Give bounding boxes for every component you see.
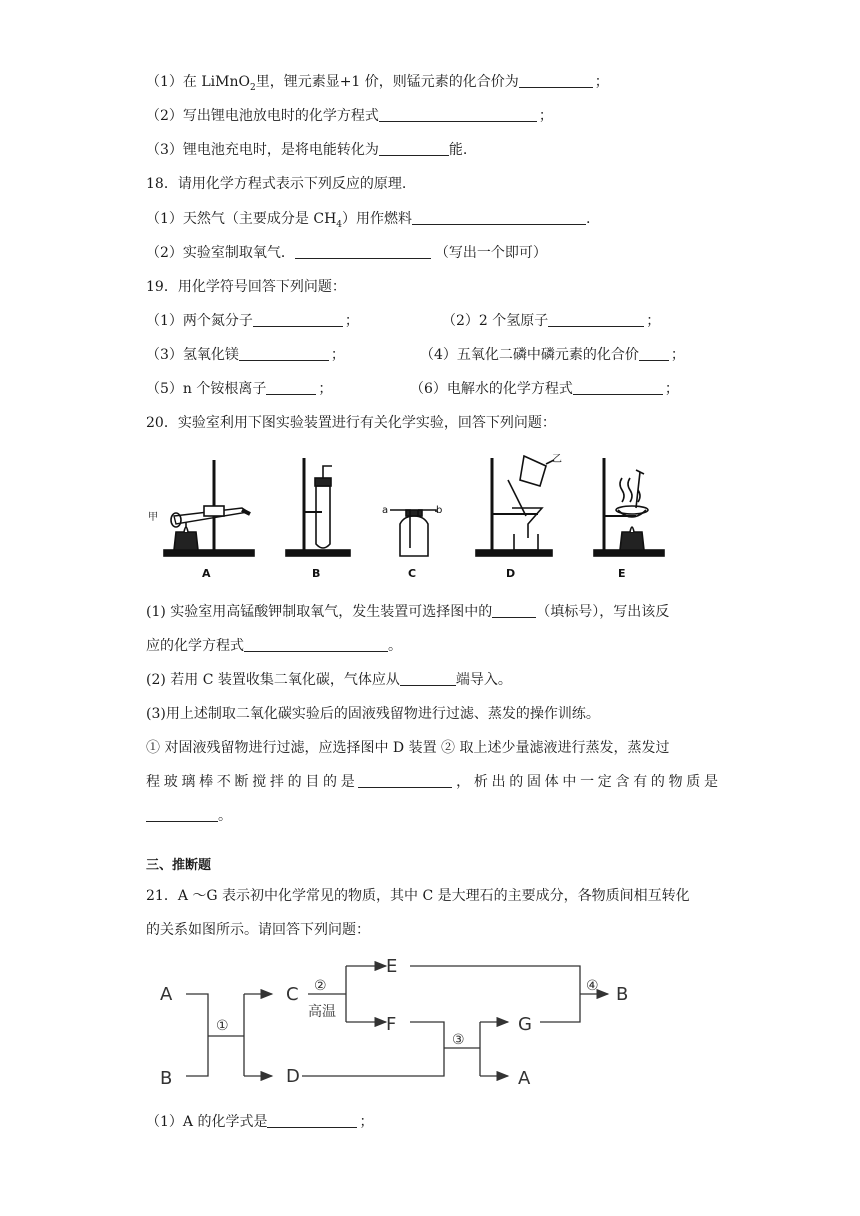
text: (1) 实验室用高锰酸钾制取氧气，发生装置可选择图中的 xyxy=(146,604,493,620)
label-c: C xyxy=(408,567,417,580)
text: ； xyxy=(330,347,345,363)
q19-item3 xyxy=(146,345,345,365)
q20-part3: (3)用上述制取二氧化碳实验后的固液残留物进行过滤、蒸发的操作训练。 xyxy=(146,706,600,722)
condition-label: 高温 xyxy=(308,1004,336,1020)
section-title: 三、推断题 xyxy=(146,858,212,873)
reaction-2-label: ② xyxy=(314,978,327,994)
answer-blank[interactable] xyxy=(239,346,329,361)
text: . xyxy=(586,211,591,227)
q20-part5 xyxy=(146,772,718,792)
text: ； xyxy=(664,381,679,397)
text: ，析出的固体中一定含有的物质是 xyxy=(452,774,719,790)
answer-blank[interactable] xyxy=(267,1113,357,1128)
text: ； xyxy=(594,74,609,90)
q19-item6 xyxy=(410,379,679,399)
text: （6）电解水的化学方程式 xyxy=(410,381,573,397)
reaction-4-label: ④ xyxy=(586,978,599,994)
text: （1）在 LiMnO xyxy=(146,74,250,90)
subscript: 4 xyxy=(336,219,343,230)
text: 应的化学方程式 xyxy=(146,638,244,654)
text: （1）天然气（主要成分是 CH xyxy=(146,211,337,227)
text: 程玻璃棒不断搅拌的目的是 xyxy=(146,774,359,790)
text: 里，锂元素显+1 价，则锰元素的化合价为 xyxy=(255,74,519,90)
q17-part1 xyxy=(146,72,609,98)
answer-blank[interactable] xyxy=(146,807,218,822)
label-port-b: b xyxy=(436,505,443,516)
node-c: C xyxy=(286,984,299,1005)
text: （1）两个氮分子 xyxy=(146,313,253,329)
text: （2）写出锂电池放电时的化学方程式 xyxy=(146,108,379,124)
label-a: A xyxy=(202,567,211,580)
text: ； xyxy=(344,313,359,329)
node-e: E xyxy=(386,956,398,977)
text: ； xyxy=(359,1114,374,1130)
text: （3）氢氧化镁 xyxy=(146,347,239,363)
text: （2）实验室制取氧气． xyxy=(146,245,295,261)
reaction-1-label: ① xyxy=(216,1018,229,1034)
answer-blank[interactable] xyxy=(548,312,644,327)
q20-part1-line1 xyxy=(146,602,669,622)
q18-part1 xyxy=(146,209,590,235)
q21-stem-line1: 21．A ～G 表示初中化学常见的物质，其中 C 是大理石的主要成分，各物质间相互转化 xyxy=(146,888,690,904)
text: ； xyxy=(646,313,661,329)
text: （2）2 个氢原子 xyxy=(442,313,549,329)
answer-blank[interactable] xyxy=(253,312,343,327)
q20-title: 20．实验室利用下图实验装置进行有关化学实验，回答下列问题： xyxy=(146,415,556,431)
text: （3）锂电池充电时，是将电能转化为 xyxy=(146,142,379,158)
node-b: B xyxy=(160,1068,173,1089)
answer-blank[interactable] xyxy=(379,141,449,156)
answer-blank[interactable] xyxy=(639,346,669,361)
q17-part3 xyxy=(146,140,467,160)
q20-part1-line2 xyxy=(146,636,402,656)
answer-blank[interactable] xyxy=(412,210,586,225)
q20-part6 xyxy=(146,806,232,826)
q19-item4 xyxy=(420,345,685,365)
text: ； xyxy=(538,108,553,124)
text: （填标号），写出该反 xyxy=(536,604,670,620)
q18-title: 18．请用化学方程式表示下列反应的原理. xyxy=(146,176,407,192)
text: ； xyxy=(318,381,333,397)
text: 能. xyxy=(448,142,468,158)
text: （1）A 的化学式是 xyxy=(146,1114,268,1130)
q20-part4: ① 对固液残留物进行过滤，应选择图中 D 装置 ② 取上述少量滤液进行蒸发，蒸发过 xyxy=(146,740,670,756)
answer-blank[interactable] xyxy=(492,603,536,618)
node-d: D xyxy=(286,1066,300,1087)
q19-title: 19．用化学符号回答下列问题： xyxy=(146,279,346,295)
text: 。 xyxy=(388,638,402,654)
text: 端导入。 xyxy=(455,672,512,688)
apparatus-a xyxy=(164,460,254,556)
label-d: D xyxy=(506,567,516,580)
q21-stem-line2: 的关系如图所示。请回答下列问题： xyxy=(146,922,370,938)
label-b: B xyxy=(312,567,321,580)
node-f: F xyxy=(386,1014,397,1035)
answer-blank[interactable] xyxy=(573,380,663,395)
answer-blank[interactable] xyxy=(244,637,388,652)
apparatus-b xyxy=(286,458,350,556)
text: ）用作燃料 xyxy=(342,211,413,227)
node-a-product: A xyxy=(518,1068,531,1089)
q21-part1 xyxy=(146,1112,373,1132)
q19-item5 xyxy=(146,379,332,399)
text: （4）五氧化二磷中磷元素的化合价 xyxy=(420,347,639,363)
text: （写出一个即可） xyxy=(434,245,547,261)
text: 。 xyxy=(218,808,232,824)
answer-blank[interactable] xyxy=(358,773,452,788)
answer-blank[interactable] xyxy=(400,671,456,686)
node-g: G xyxy=(518,1014,532,1035)
text: ； xyxy=(670,347,685,363)
answer-blank[interactable] xyxy=(379,107,537,122)
q20-part2 xyxy=(146,670,512,690)
answer-blank[interactable] xyxy=(266,380,316,395)
lab-apparatus-figure xyxy=(146,452,666,586)
label-jia: 甲 xyxy=(148,512,158,523)
q17-part2 xyxy=(146,106,553,126)
label-yi: 乙 xyxy=(552,454,562,465)
label-e: E xyxy=(618,567,626,580)
text: （5）n 个铵根离子 xyxy=(146,381,267,397)
inference-flow-diagram xyxy=(146,950,656,1100)
q19-item1 xyxy=(146,311,359,331)
label-port-a: a xyxy=(382,505,389,516)
node-a: A xyxy=(160,984,173,1005)
reaction-3-label: ③ xyxy=(452,1032,465,1048)
apparatus-c xyxy=(390,510,436,556)
apparatus-d xyxy=(476,456,554,556)
node-b-product: B xyxy=(616,984,629,1005)
q19-item2 xyxy=(442,311,660,331)
subscript: 2 xyxy=(249,82,256,93)
apparatus-e xyxy=(594,458,664,556)
q18-part2 xyxy=(146,243,547,263)
answer-blank[interactable] xyxy=(519,73,593,88)
answer-blank[interactable] xyxy=(295,244,431,259)
text: (2) 若用 C 装置收集二氧化碳，气体应从 xyxy=(146,672,400,688)
